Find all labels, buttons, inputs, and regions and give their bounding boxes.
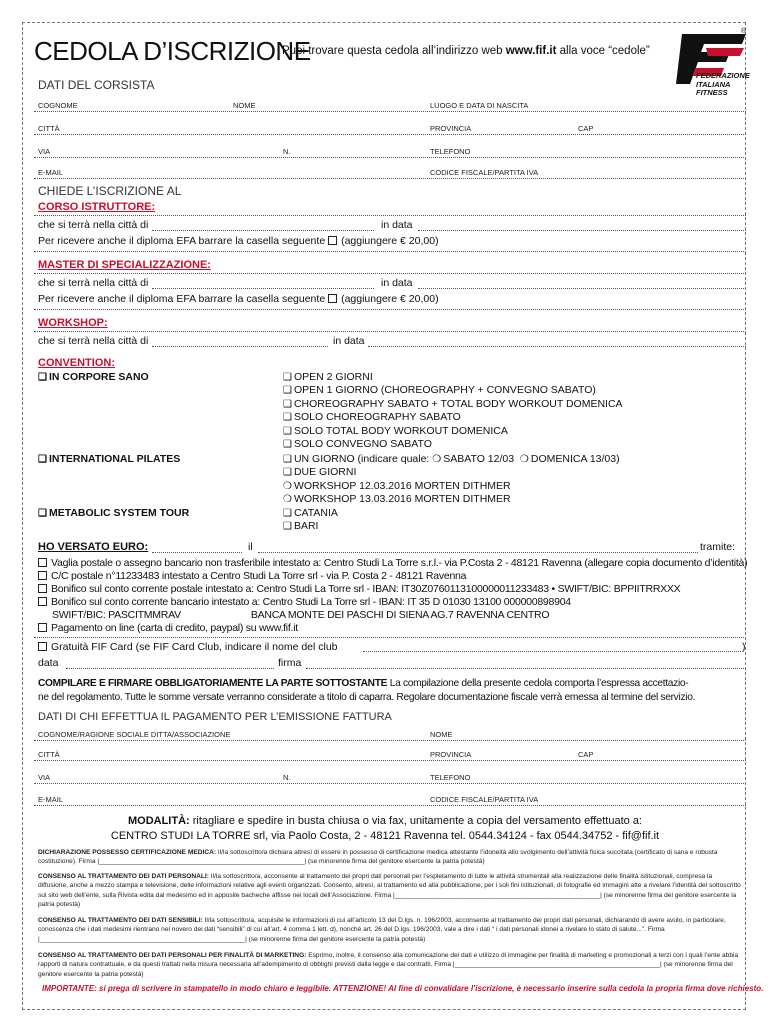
euro-field[interactable] [152, 552, 242, 553]
option-item[interactable]: ❑ BARI [283, 520, 319, 533]
label-codice-fiscale: CODICE FISCALE/PARTITA IVA [430, 795, 539, 804]
master-title: MASTER DI SPECIALIZZAZIONE: [38, 259, 211, 271]
efa-checkbox[interactable] [328, 236, 337, 245]
legal-marketing: CONSENSO AL TRATTAMENTO DEI DATI PERSONALI PER FINALITÀ DI MARKETING: Esprimo, inoltre, il consenso alla comunicazione dei dati e utilizzo di immagine per finalità di marketing e promozionali a terzi con i quali l’ente abbia rapporti di natura contrattuale, e da questi trattati nella misura necessaria all’adempimento di obblighi previsti dalla legge e dai contratti. Firma |________________________________________________________| (se minorenne firma del genitore esercente la patria potestà) [38, 952, 739, 978]
label-cap: CAP [578, 124, 594, 133]
option-item[interactable]: ❑ CATANIA [283, 507, 338, 519]
workshop-date-field[interactable] [368, 346, 746, 347]
workshop-city-field[interactable] [152, 346, 328, 347]
option-item[interactable]: ❑ SOLO CONVEGNO SABATO [283, 438, 432, 451]
corso-city-field[interactable] [152, 230, 374, 231]
payment-option[interactable]: Pagamento on line (carta di credito, paypal) su www.fif.it [38, 622, 747, 635]
divider [34, 215, 746, 216]
label-citta: CITTÀ [38, 750, 60, 759]
firma-field[interactable] [306, 668, 746, 669]
il-date-field[interactable] [258, 552, 698, 553]
incorpore-options [283, 371, 623, 451]
field-line[interactable] [34, 134, 746, 135]
label-cap: CAP [578, 750, 594, 759]
option-item[interactable]: ❑ CHOREOGRAPHY SABATO + TOTAL BODY WORKOUT DOMENICA [283, 397, 623, 410]
corsista-heading: DATI DEL CORSISTA [38, 78, 155, 92]
master-date-label: in data [381, 277, 413, 289]
corso-city-label: che si terrà nella città di [38, 219, 149, 231]
label-provincia: PROVINCIA [430, 124, 472, 133]
payment-option[interactable]: C/C postale n°11233483 intestato a Centro Studi La Torre srl - via P. Costa 2 - 48121 Ravenna [38, 570, 747, 583]
firma-label: firma [278, 657, 302, 669]
field-line[interactable] [34, 760, 746, 761]
workshop-title: WORKSHOP: [38, 317, 108, 329]
checkbox-icon: ❑ [38, 508, 47, 519]
efa-checkbox[interactable] [328, 294, 337, 303]
label-cognome-ragione: COGNOME/RAGIONE SOCIALE DITTA/ASSOCIAZIONE [38, 730, 231, 739]
payment-option[interactable]: Bonifico sul conto corrente bancario intestato a: Centro Studi La Torre srl - IBAN: IT 35 D 01030 13100 000000898904 [38, 596, 747, 609]
divider [34, 273, 746, 274]
pagamento-heading: HO VERSATO EURO: [38, 541, 149, 553]
checkbox-icon: ❑ [38, 372, 47, 383]
legal-medical: DICHIARAZIONE POSSESSO CERTIFICAZIONE MEDICA: Il/la sottoscritto/a dichiara altresì di essere in possesso di certificazione medica attestante l’idoneità allo svolgimento dell’attività fisica succitata (certificato di sana e robusta costituzione). Firma |________________________________________________________| (se minorenne firma del genitore esercente la patria potestà) [38, 849, 718, 866]
label-nome: NOME [430, 730, 453, 739]
option-item[interactable]: ❑ DUE GIORNI [283, 466, 357, 479]
important-note: IMPORTANTE: si prega di scrivere in stampatello in modo chiaro e leggibile. ATTENZIONE! Al fine di convalidare l’iscrizione, è necessario inserire sulla cedola la propria firma dove richiesto. [42, 984, 764, 993]
checkbox-icon: ❑ [38, 454, 47, 465]
convention-title: CONVENTION: [38, 357, 115, 369]
label-email: E-MAIL [38, 168, 64, 177]
option-item[interactable]: ❑ SOLO TOTAL BODY WORKOUT DOMENICA [283, 424, 508, 437]
label-telefono: TELEFONO [430, 773, 471, 782]
il-label: il [248, 541, 253, 553]
workshop-city-label: che si terrà nella città di [38, 335, 149, 347]
corso-date-label: in data [381, 219, 413, 231]
incorpore-label[interactable]: ❑ IN CORPORE SANO [38, 371, 149, 383]
label-email: E-MAIL [38, 795, 64, 804]
payment-option[interactable]: Vaglia postale o assegno bancario non trasferibile intestato a: Centro Studi La Torre s.r.l.- via P.Costa 2 - 48121 Ravenna (allegare copia documento d’identità) [38, 557, 747, 570]
label-luogo-data: LUOGO E DATA DI NASCITA [430, 101, 529, 110]
legal-sensitive: CONSENSO AL TRATTAMENTO DEI DATI SENSIBILI: Il/la sottoscritto/a, acquisite le informazioni di cui all’articolo 13 del D.lgs. n. 196/2003, acconsente al trattamento dei propri dati personali, dichiarando di avere avuto, in particolare, conoscenza che i dati medesimi rientrano nel novero dei dati “sensibili” di cui all’art. 4 comma 1 lett. d), nonché art. 26 del D.lgs. 196/2003, vale a dire i dati “ i dati personali idonei a rivelare lo stato di salute...”. Firma |________________________________________________________| (se minorenne firma del genitore esercente la patria potestà) [38, 917, 726, 943]
metabolic-label[interactable]: ❑ METABOLIC SYSTEM TOUR [38, 507, 190, 519]
pilates-options [283, 453, 620, 507]
gratuita-option[interactable]: Gratuità FIF Card (se FIF Card Club, indicare il nome del club [38, 641, 338, 653]
avviso-text: COMPILARE E FIRMARE OBBLIGATORIAMENTE LA PARTE SOTTOSTANTE La compilazione della presente cedola comporta l’espressa accettazio- ne del regolamento. Tutte le somme versate verranno considerate a titolo di caparra. Regolare documentazione fiscale verrà emessa al termine del servizio. [38, 678, 696, 703]
data-field[interactable] [66, 668, 274, 669]
label-n: N. [283, 147, 291, 156]
option-item[interactable]: ❑ SOLO CHOREOGRAPHY SABATO [283, 411, 461, 424]
master-date-field[interactable] [418, 288, 746, 289]
field-line[interactable] [34, 805, 746, 806]
tramite-label: tramite: [700, 541, 736, 553]
field-line[interactable] [34, 178, 746, 179]
field-line[interactable] [34, 111, 746, 112]
corso-date-field[interactable] [418, 230, 746, 231]
label-via: VIA [38, 147, 51, 156]
label-n: N. [283, 773, 291, 782]
option-item[interactable]: ❑ OPEN 2 GIORNI [283, 371, 373, 383]
label-citta: CITTÀ [38, 124, 60, 133]
option-item[interactable]: ❍ WORKSHOP 12.03.2016 MORTEN DITHMER [283, 479, 511, 492]
payment-option[interactable]: Bonifico sul conto corrente postale intestato a: Centro Studi La Torre srl - IBAN: IT30Z0760113100000011233483 • SWIFT/BIC: BPPIITRRXXX [38, 583, 747, 596]
divider [34, 331, 746, 332]
workshop-date-label: in data [333, 335, 365, 347]
modalita-text: MODALITÀ: ritagliare e spedire in busta chiusa o via fax, unitamente a copia del versamento effettuato a: CENTRO STUDI LA TORRE srl, via Paolo Costa, 2 - 48121 Ravenna tel. 0544.34124 - fax 0544.34752 - fif@fif.it [110, 815, 660, 842]
label-nome: NOME [233, 101, 256, 110]
master-city-field[interactable] [152, 288, 374, 289]
label-provincia: PROVINCIA [430, 750, 472, 759]
club-field[interactable] [363, 651, 741, 652]
divider [34, 637, 746, 638]
field-line[interactable] [34, 740, 746, 741]
divider [34, 251, 746, 252]
label-telefono: TELEFONO [430, 147, 471, 156]
fattura-heading: DATI DI CHI EFFETTUA IL PAGAMENTO PER L’EMISSIONE FATTURA [38, 711, 392, 723]
form-subtitle: Puoi trovare questa cedola all’indirizzo web www.fif.it alla voce “cedole” [282, 45, 650, 57]
option-item[interactable]: ❑ OPEN 1 GIORNO (CHOREOGRAPHY + CONVEGNO SABATO) [283, 384, 596, 397]
label-codice-fiscale: CODICE FISCALE/PARTITA IVA [430, 168, 539, 177]
form-title: CEDOLA D’ISCRIZIONE [34, 36, 311, 66]
label-via: VIA [38, 773, 51, 782]
master-diploma: Per ricevere anche il diploma EFA barrare la casella seguente (aggiungere € 20,00) [38, 293, 439, 305]
corso-diploma: Per ricevere anche il diploma EFA barrare la casella seguente (aggiungere € 20,00) [38, 235, 439, 247]
master-city-label: che si terrà nella città di [38, 277, 149, 289]
iscrizione-heading: CHIEDE L’ISCRIZIONE AL [38, 184, 182, 198]
pilates-label[interactable]: ❑ INTERNATIONAL PILATES [38, 453, 181, 465]
field-line[interactable] [34, 157, 746, 158]
label-cognome: COGNOME [38, 101, 78, 110]
corso-title: CORSO ISTRUTTORE: [38, 201, 156, 213]
registered-mark: ® [741, 28, 747, 35]
field-line[interactable] [34, 783, 746, 784]
option-item[interactable]: ❑ UN GIORNO (indicare quale: ❍ SABATO 12/03 ❍ DOMENICA 13/03) [283, 453, 620, 465]
option-item[interactable]: ❍ WORKSHOP 13.03.2016 MORTEN DITHMER [283, 493, 511, 506]
bank-details: SWIFT/BIC: PASCITMMRAV BANCA MONTE DEI PASCHI DI SIENA AG.7 RAVENNA CENTRO [52, 609, 550, 621]
data-label: data [38, 657, 59, 669]
paren-close: ) [742, 641, 746, 653]
legal-privacy: CONSENSO AL TRATTAMENTO DEI DATI PERSONALI: Il/la sottoscritto/a, acconsente al trattamento dei propri dati personali per l’espletamento di tutte le attività strumentali alla realizzazione delle finalità istituzionali, compresa la diffusione, anche a mezzo stampa e televisione, delle informazioni relative agli eventi organizzati. Consento, altresì, al trattamento ed alla pubblicazione, per i soli fini istituzionali, di fotografie ed immagini atte a rivelare l’identità del sottoscritto sul sito web dell’ente, sulla Rivista edita dal medesimo ed in apposite bacheche affisse nei locali dell’Associazione. Firma |________________________________________________________| (se minorenne firma del genitore esercente la patria potestà) [38, 873, 741, 909]
payment-options [38, 557, 747, 635]
metabolic-options [283, 507, 338, 534]
divider [34, 309, 746, 310]
logo-text: FEDERAZIONE ITALIANA FITNESS [696, 71, 750, 97]
